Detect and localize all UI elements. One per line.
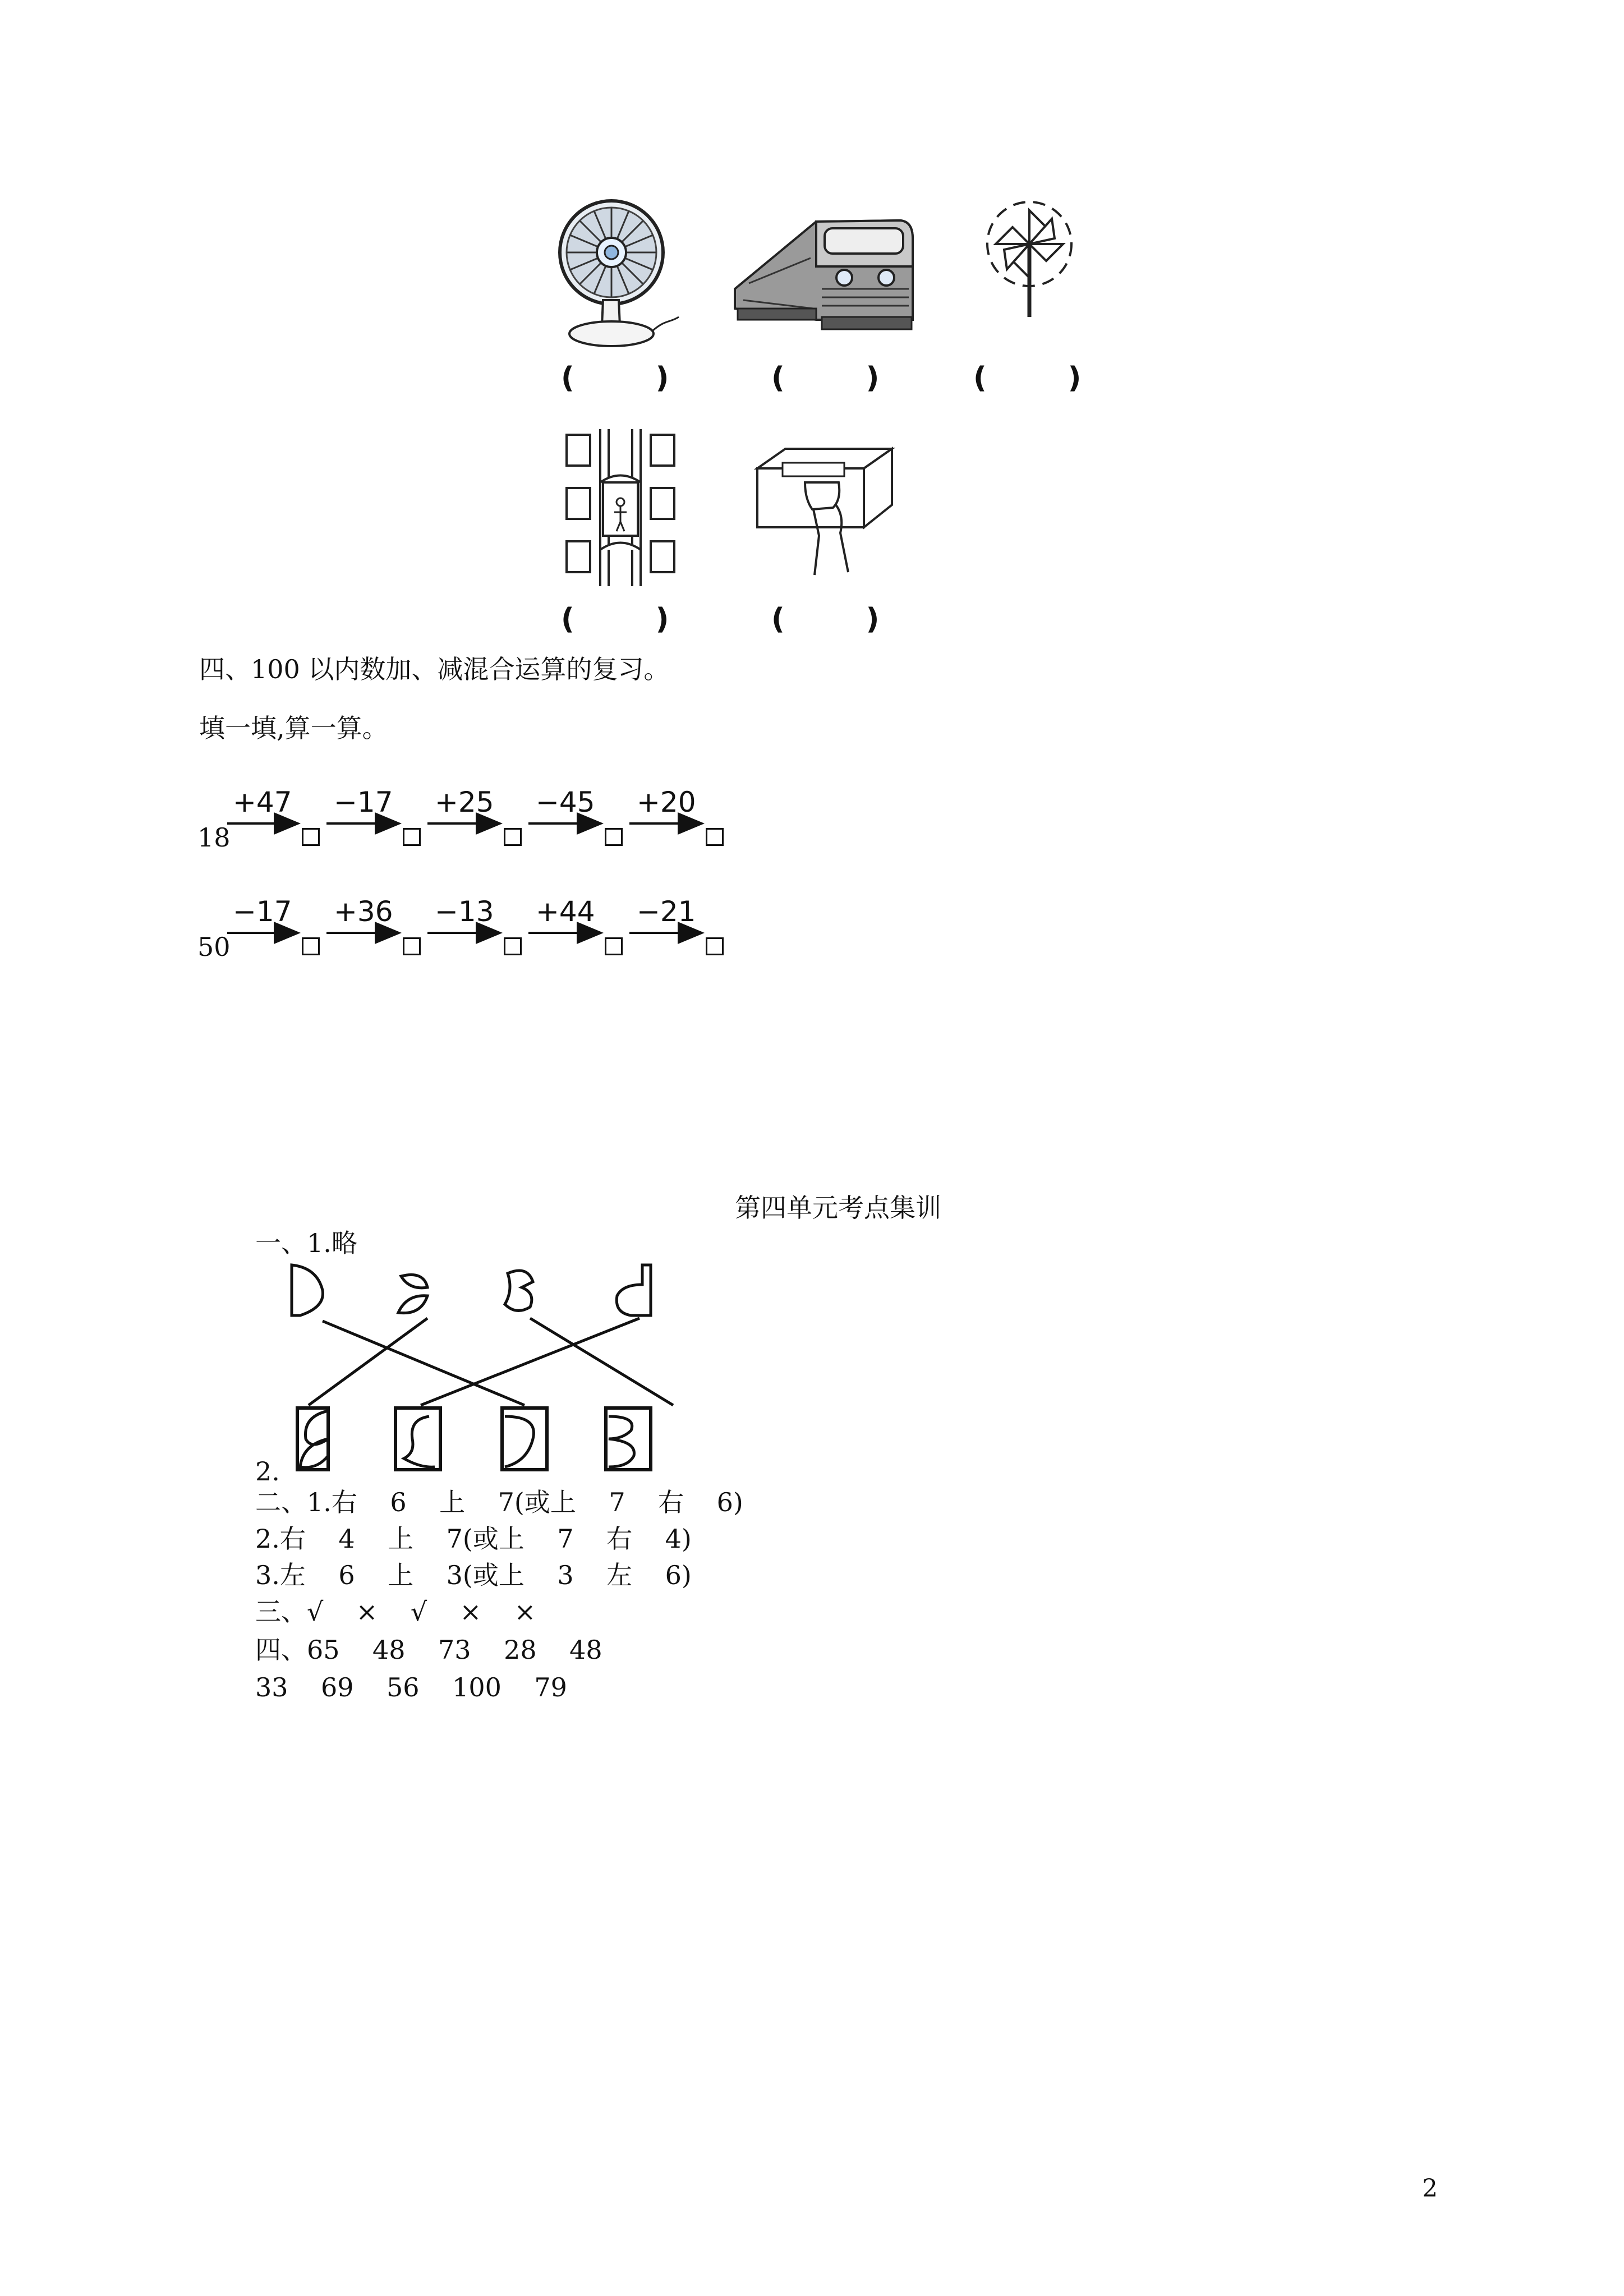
chain-operator: −45	[536, 786, 595, 818]
answer-line: 一、1.略	[255, 1228, 357, 1258]
chain-operator: −21	[637, 895, 696, 928]
answer-line: 四、65 48 73 28 48	[255, 1635, 602, 1665]
page-number: 2	[1422, 2174, 1438, 2203]
section-4-heading: 四、100 以内数加、减混合运算的复习。	[199, 654, 670, 684]
matching-diagram	[280, 1259, 684, 1489]
answer-blank-fan: ( )	[561, 361, 669, 395]
answer-box[interactable]	[504, 937, 522, 955]
chain-operator: +47	[233, 786, 292, 818]
answer-label-q2: 2.	[255, 1456, 280, 1487]
chain-start-number: 50	[197, 932, 231, 962]
answer-line: 二、1.右 6 上 7(或上 7 右 6)	[255, 1487, 743, 1517]
answer-blank-drawer: ( )	[771, 602, 880, 636]
answer-box[interactable]	[706, 937, 724, 955]
answer-blank-elevator: ( )	[561, 602, 669, 636]
pinwheel-picture	[979, 196, 1085, 325]
half-shape-1	[292, 1265, 323, 1315]
chain-operator: +36	[334, 895, 393, 928]
chain-operator: −13	[435, 895, 494, 928]
answer-line: 3.左 6 上 3(或上 3 左 6)	[255, 1560, 692, 1590]
chain-operator: −17	[334, 786, 393, 818]
answer-line: 33 69 56 100 79	[255, 1672, 567, 1703]
answer-box[interactable]	[403, 937, 421, 955]
answer-line: 三、√ × √ × ×	[255, 1596, 536, 1627]
section-4-instruction: 填一填,算一算。	[199, 713, 388, 743]
answer-blank-pinwheel: ( )	[973, 361, 1082, 395]
chain-operator: +25	[435, 786, 494, 818]
answer-key-title: 第四单元考点集训	[735, 1193, 941, 1223]
chain-arrows	[0, 0, 785, 1010]
answer-line: 2.右 4 上 7(或上 7 右 4)	[255, 1524, 692, 1554]
answer-box[interactable]	[605, 937, 623, 955]
chain-start-number: 18	[197, 822, 231, 853]
chain-operator: +44	[536, 895, 595, 928]
answer-box[interactable]	[302, 937, 320, 955]
chain-operator: −17	[233, 895, 292, 928]
chain-operator: +20	[637, 786, 696, 818]
answer-blank-train: ( )	[771, 361, 880, 395]
